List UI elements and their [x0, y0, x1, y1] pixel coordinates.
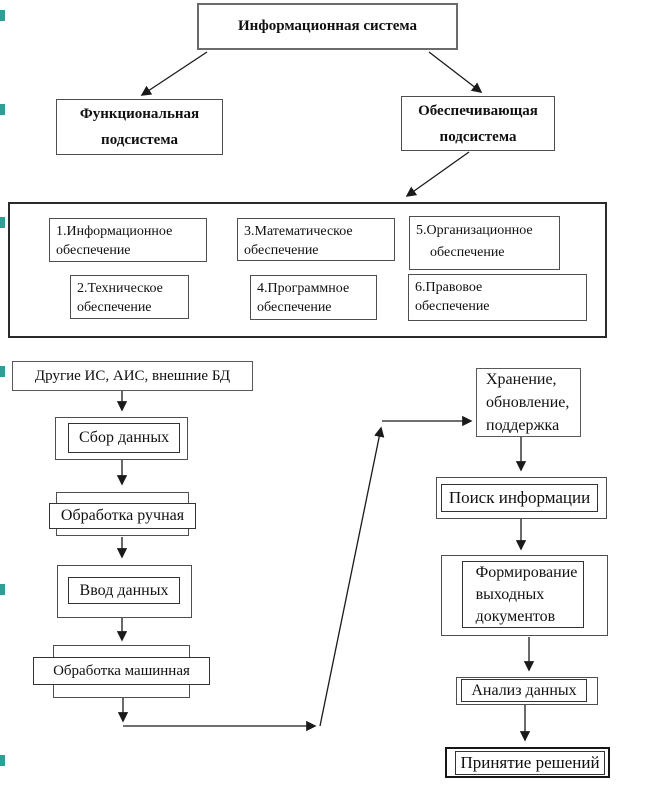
- bullet-artifact: [0, 104, 5, 115]
- node-component-information: [49, 218, 207, 262]
- node-machine-processing: [33, 657, 210, 685]
- component-label-line2: обеспечение: [430, 245, 505, 260]
- component-label-line2: обеспечение: [244, 243, 319, 258]
- node-external-sources: [12, 361, 253, 391]
- node-label-line3: поддержка: [486, 417, 560, 434]
- node-label: Сбор данных: [78, 429, 170, 446]
- node-label: Поиск информации: [448, 488, 591, 507]
- component-label-line2: обеспечение: [56, 243, 131, 258]
- component-label-line1: 6.Правовое: [415, 280, 483, 295]
- node-component-software: [250, 275, 377, 320]
- node-component-legal: [408, 274, 587, 321]
- node-label: Обработка ручная: [60, 507, 185, 524]
- node-data-collection: [68, 423, 180, 453]
- node-label: Ввод данных: [79, 581, 169, 599]
- node-label-line1: Обеспечивающая: [418, 102, 538, 119]
- node-label: Обработка машинная: [53, 662, 190, 679]
- node-label: Анализ данных: [471, 681, 577, 699]
- node-providing-subsystem: [401, 96, 555, 151]
- component-label-line1: 4.Программное: [257, 281, 350, 296]
- node-label-line1: Функциональная: [79, 106, 200, 122]
- component-label-line1: 5.Организационное: [416, 223, 533, 238]
- node-information-system: [197, 3, 458, 50]
- node-storage-update-support: [476, 368, 581, 437]
- component-label-line1: 1.Информационное: [56, 224, 173, 239]
- node-decision-making: [455, 751, 605, 775]
- component-label-line1: 2.Техническое: [77, 281, 163, 296]
- bullet-artifact: [0, 755, 5, 766]
- node-label: Другие ИС, АИС, внешние БД: [34, 367, 231, 384]
- bullet-artifact: [0, 217, 5, 228]
- node-label-line2: обновление,: [486, 394, 570, 411]
- node-component-technical: [70, 275, 189, 319]
- node-data-analysis: [461, 679, 587, 702]
- node-label-line2: подсистема: [439, 128, 517, 145]
- node-label: Информационная система: [238, 18, 417, 34]
- node-label-line1: Хранение,: [486, 371, 557, 388]
- node-label-line3: документов: [475, 607, 556, 625]
- node-output-documents: [462, 561, 584, 628]
- node-component-mathematical: [237, 218, 395, 261]
- node-component-organizational: [409, 216, 560, 270]
- node-label-line2: выходных: [475, 585, 545, 603]
- bullet-artifact: [0, 10, 5, 21]
- node-manual-processing: [49, 503, 196, 529]
- node-label: Принятие решений: [460, 753, 600, 772]
- node-label-line2: подсистема: [101, 132, 178, 148]
- component-label-line2: обеспечение: [257, 300, 332, 315]
- node-data-entry: [68, 577, 180, 604]
- node-information-search: [441, 484, 598, 512]
- component-label-line2: обеспечение: [77, 300, 152, 315]
- component-label-line2: обеспечение: [415, 299, 490, 314]
- node-label-line1: Формирование: [475, 563, 578, 581]
- bullet-artifact: [0, 366, 5, 377]
- bullet-artifact: [0, 584, 5, 595]
- node-functional-subsystem: [56, 99, 223, 155]
- component-label-line1: 3.Математическое: [244, 224, 353, 239]
